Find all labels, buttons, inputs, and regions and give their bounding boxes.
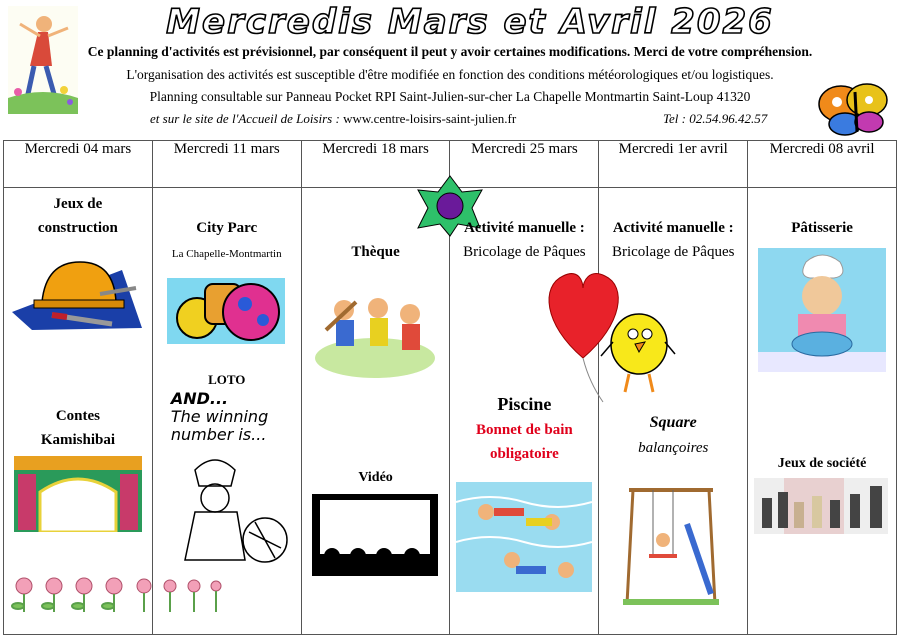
activity-subtitle: balançoires <box>638 440 709 456</box>
activity-title: Thèque <box>351 244 400 260</box>
website-line <box>150 111 516 127</box>
weather-notice: L'organisation des activités est susceptible d'être modifiée en fonction des conditions météorologiques et/ou logistiques. <box>126 67 774 82</box>
activity-title: LOTO <box>208 372 246 387</box>
loto-caller-illustration <box>175 450 295 572</box>
loto-text: The winning <box>170 407 269 426</box>
website-prefix: et sur le site de l'Accueil de Loisirs : <box>150 111 344 126</box>
column-header: Mercredi 1er avril <box>599 141 748 188</box>
column-header: Mercredi 18 mars <box>301 141 450 188</box>
activity-title: Square <box>649 414 697 431</box>
activity-title: Jeux de société <box>777 456 867 471</box>
activity-title: construction <box>37 220 118 236</box>
balls-illustration <box>167 274 285 350</box>
baking-bear-illustration <box>758 248 886 372</box>
column-header: Mercredi 08 avril <box>748 141 897 188</box>
activity-warning: obligatoire <box>489 446 559 462</box>
kamishibai-theater-illustration <box>14 456 142 532</box>
activity-subtitle: Bricolage de Pâques <box>463 244 586 260</box>
disclaimer-line: Ce planning d'activités est prévisionnel, par conséquent il peut y avoir certaines modifications. Merci de votre compréhension. <box>87 44 813 59</box>
day-cell-08-avril <box>748 188 897 635</box>
day-cell-1er-avril <box>599 188 748 635</box>
activity-title: Kamishibai <box>40 432 115 448</box>
column-header: Mercredi 04 mars <box>4 141 153 188</box>
activity-subtitle: Bricolage de Pâques <box>611 244 735 260</box>
activity-location: La Chapelle-Montmartin <box>171 248 282 260</box>
chess-pieces-illustration <box>754 478 888 534</box>
activity-title: Piscine <box>497 394 552 414</box>
column-header: Mercredi 11 mars <box>152 141 301 188</box>
activity-warning: Bonnet de bain <box>476 422 573 438</box>
website-link[interactable]: www.centre-loisirs-saint-julien.fr <box>343 111 517 126</box>
activity-title: Activité manuelle : <box>612 220 734 236</box>
page-title: Mercredis Mars et Avril 2026 <box>166 2 774 42</box>
butterfly-illustration <box>815 78 893 138</box>
loto-text: AND... <box>170 389 229 408</box>
activity-title: Contes <box>55 408 100 424</box>
column-header: Mercredi 25 mars <box>450 141 599 188</box>
loto-illustration <box>171 390 291 444</box>
telephone: Tel : 02.54.96.42.57 <box>663 111 768 126</box>
panneau-pocket-notice: Planning consultable sur Panneau Pocket RPI Saint-Julien-sur-cher La Chapelle Montmartin Saint-Loup 41320 <box>149 89 751 104</box>
day-cell-18-mars <box>301 188 450 635</box>
heart-chick-illustration <box>543 262 719 412</box>
planning-table <box>3 140 897 635</box>
day-cell-04-mars <box>4 188 153 635</box>
activity-title: Pâtisserie <box>791 220 853 236</box>
playground-swings-illustration <box>623 484 719 606</box>
cinema-screen-illustration <box>312 494 438 576</box>
teque-children-illustration <box>312 274 438 382</box>
activity-title: City Parc <box>196 220 258 236</box>
day-cell-11-mars <box>152 188 301 635</box>
swimming-pool-illustration <box>456 482 592 592</box>
construction-tools-illustration <box>12 240 142 330</box>
loto-text: number is... <box>170 425 267 444</box>
activity-title: Vidéo <box>358 470 393 485</box>
activity-title: Activité manuelle : <box>463 220 585 236</box>
activity-title: Jeux de <box>53 196 103 212</box>
